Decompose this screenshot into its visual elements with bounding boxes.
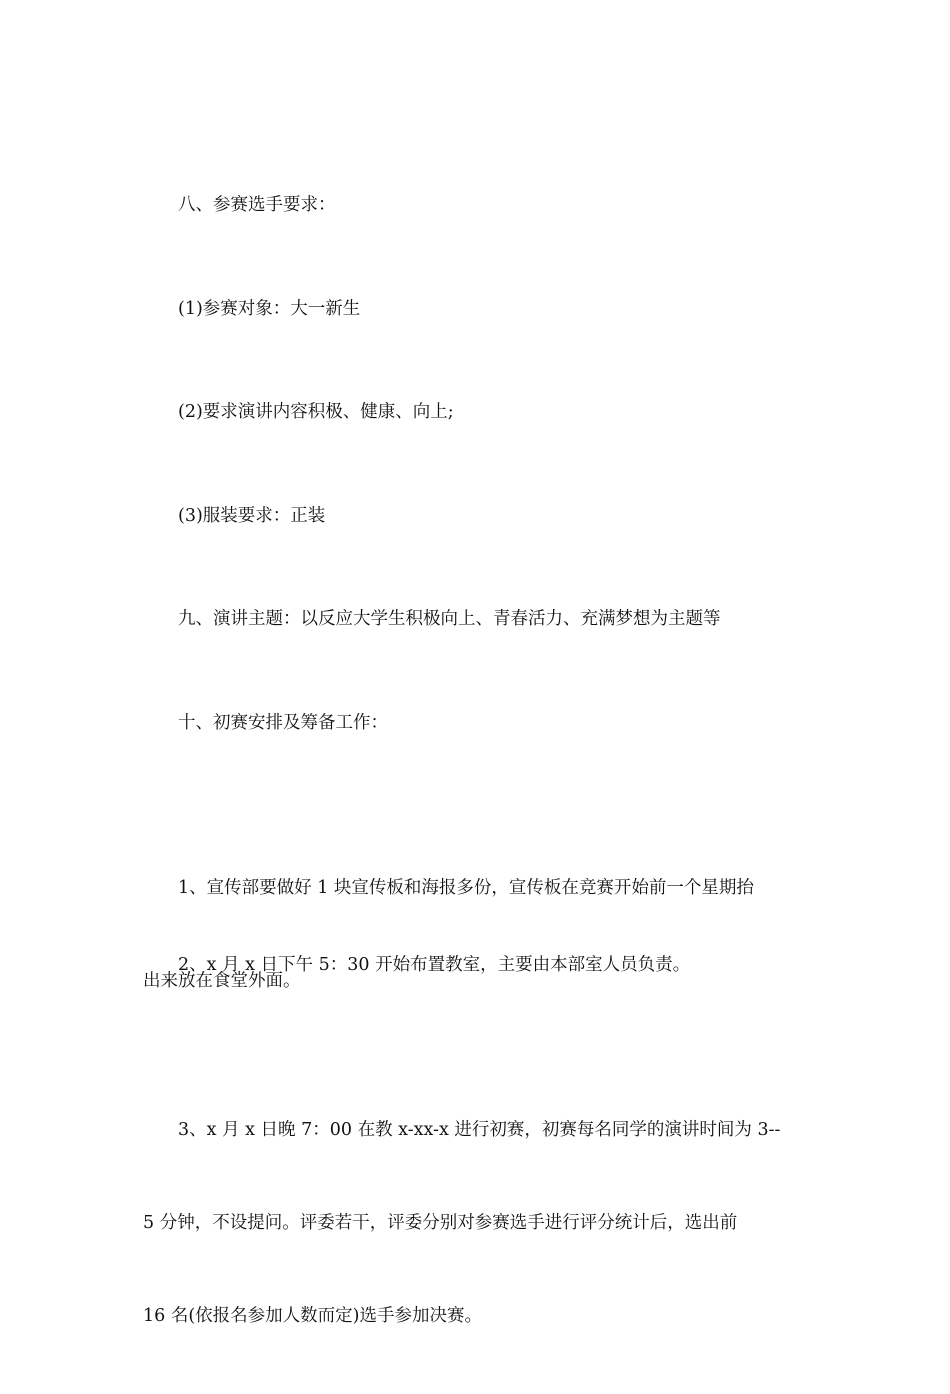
section-9-theme: 九、演讲主题：以反应大学生积极向上、青春活力、充满梦想为主题等	[143, 609, 721, 629]
section-10-heading: 十、初赛安排及筹备工作：	[143, 713, 388, 733]
section-10-item-2: 2、x 月 x 日下午 5：30 开始布置教室，主要由本部室人员负责。	[143, 955, 691, 975]
section-10-item-1-line-1: 1、宣传部要做好 1 块宣传板和海报多份，宣传板在竞赛开始前一个星期抬	[143, 878, 754, 898]
section-8-heading: 八、参赛选手要求：	[143, 195, 336, 215]
section-10-item-3-line-3: 16 名(依报名参加人数而定)选手参加决赛。	[143, 1306, 482, 1326]
section-8-item-3: (3)服装要求：正装	[143, 506, 326, 526]
section-10-item-1-line-2: 出来放在食堂外面。	[143, 971, 301, 991]
section-10-item-3-line-1: 3、x 月 x 日晚 7：00 在教 x-xx-x 进行初赛，初赛每名同学的演讲时间为 3--	[143, 1120, 781, 1140]
section-10-item-3	[143, 1053, 813, 1394]
section-8-item-2: (2)要求演讲内容积极、健康、向上;	[143, 402, 454, 422]
section-8-item-1: (1)参赛对象：大一新生	[143, 299, 361, 319]
section-10-item-3-line-2: 5 分钟，不设提问。评委若干，评委分别对参赛选手进行评分统计后，选出前	[143, 1213, 738, 1233]
section-10-item-1	[143, 811, 813, 1059]
